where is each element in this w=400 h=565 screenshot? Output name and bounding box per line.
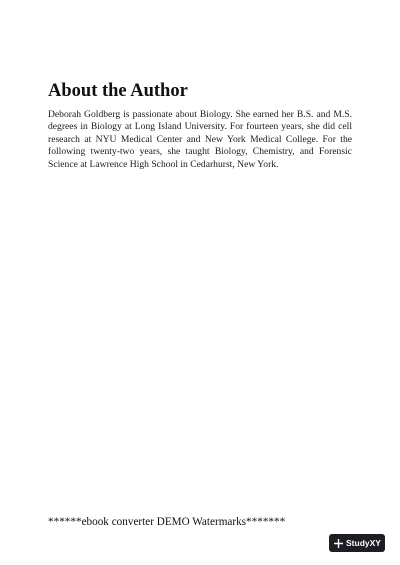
studyxy-badge[interactable]: [329, 534, 385, 552]
section-heading: About the Author: [48, 81, 188, 101]
converter-watermark: ******ebook converter DEMO Watermarks*******: [48, 516, 286, 528]
author-bio-paragraph: Deborah Goldberg is passionate about Biology. She earned her B.S. and M.S. degrees in Biology at Long Island University. For fourteen years, she did cell research at NYU Medical Center and New York Medical College. For the following twenty-two years, she taught Biology, Chemistry, and Forensic Science at Lawrence High School in Cedarhurst, New York.: [48, 109, 352, 170]
plus-sparkle-icon: [334, 539, 343, 548]
brand-name-part2: XY: [369, 538, 381, 548]
brand-name-part1: Study: [346, 538, 370, 548]
